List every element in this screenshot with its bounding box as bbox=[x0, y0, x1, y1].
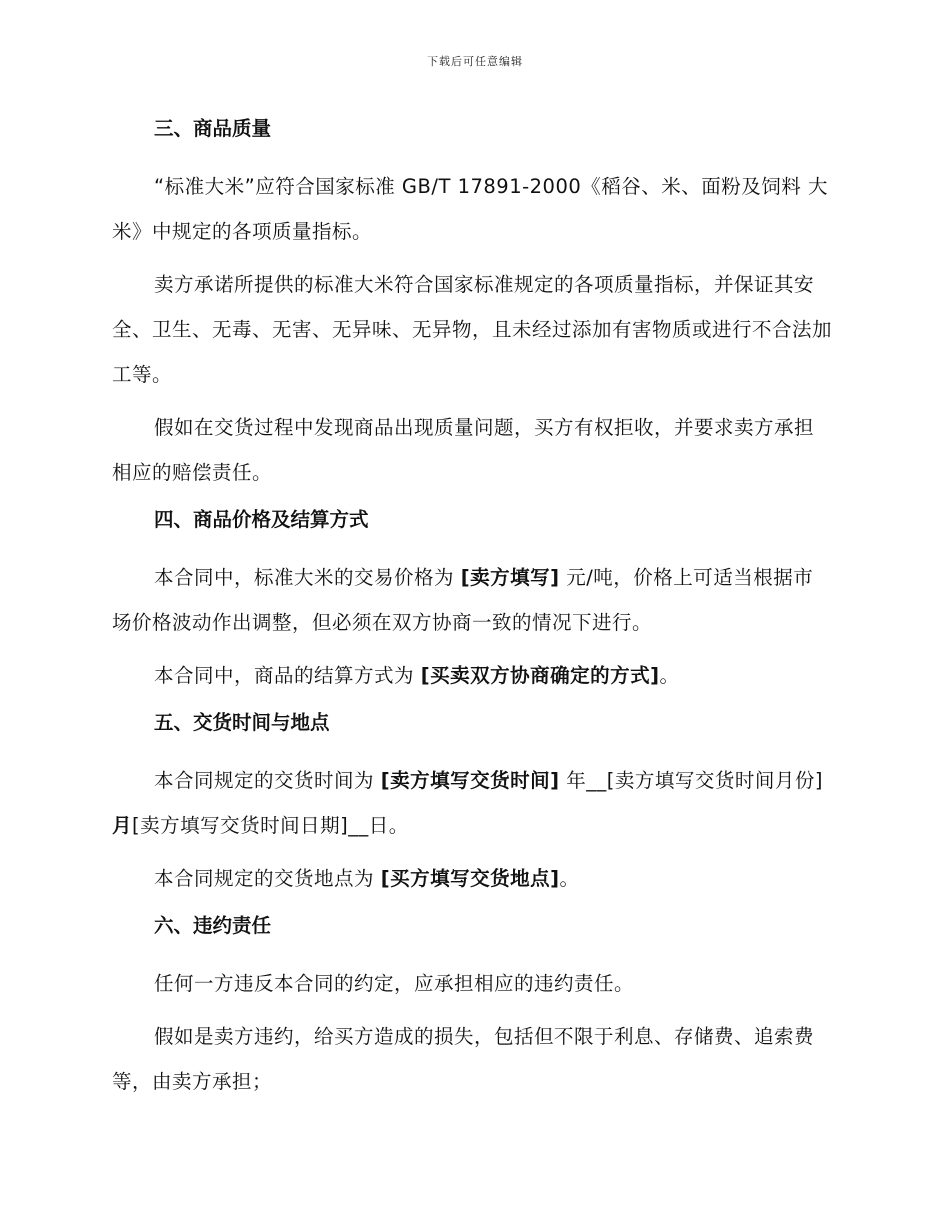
section-4-p2-text-c: 。 bbox=[659, 664, 680, 687]
month-label: 月 bbox=[112, 814, 133, 837]
price-placeholder: [卖方填写] bbox=[460, 566, 560, 589]
section-5-paragraph-2 bbox=[112, 856, 832, 901]
section-4-p1-text-c: 元/吨，价格上可适当根据市场价格波动作出调整，但必须在双方协商一致的情况下进行。 bbox=[112, 566, 814, 634]
section-5-p2-text-c: 。 bbox=[559, 867, 580, 890]
section-5-p1-text-a: 本合同规定的交货时间为 bbox=[154, 769, 381, 792]
document-body bbox=[112, 112, 832, 1112]
delivery-time-placeholder: [卖方填写交货时间] bbox=[380, 769, 560, 792]
section-3-paragraph-2: 卖方承诺所提供的标准大米符合国家标准规定的各项质量指标，并保证其安全、卫生、无毒、无害、无异味、无异物，且未经过添加有害物质或进行不合法加工等。 bbox=[112, 273, 833, 386]
section-5-title: 五、交货时间与地点 bbox=[154, 711, 330, 734]
section-4-paragraph-1 bbox=[112, 555, 832, 645]
section-5-p1-text-e: [卖方填写交货时间日期]__日。 bbox=[132, 814, 409, 837]
page-header: 下载后可任意编辑 bbox=[427, 55, 523, 68]
section-4-p2-text-a: 本合同中，商品的结算方式为 bbox=[154, 664, 421, 687]
section-3-title: 三、商品质量 bbox=[154, 117, 272, 140]
section-4-p1-text-a: 本合同中，标准大米的交易价格为 bbox=[154, 566, 461, 589]
section-4-paragraph-2 bbox=[112, 653, 832, 698]
section-6-paragraph-1: 任何一方违反本合同的约定，应承担相应的违约责任。 bbox=[154, 972, 635, 995]
section-5-paragraph-1 bbox=[112, 758, 832, 848]
section-5-p1-text-c: 年__[卖方填写交货时间月份] bbox=[559, 769, 823, 792]
settlement-method-placeholder: [买卖双方协商确定的方式] bbox=[420, 664, 660, 687]
section-5-p2-text-a: 本合同规定的交货地点为 bbox=[154, 867, 381, 890]
section-3-paragraph-1: “标准大米”应符合国家标准 GB/T 17891-2000《稻谷、米、面粉及饲料 大米》中规定的各项质量指标。 bbox=[112, 175, 828, 243]
section-3-paragraph-3: 假如在交货过程中发现商品出现质量问题，买方有权拒收，并要求卖方承担相应的赔偿责任。 bbox=[112, 416, 815, 484]
section-4-title: 四、商品价格及结算方式 bbox=[154, 508, 369, 531]
delivery-location-placeholder: [买方填写交货地点] bbox=[380, 867, 560, 890]
section-6-paragraph-2: 假如是卖方违约，给买方造成的损失，包括但不限于利息、存储费、追索费等，由卖方承担； bbox=[112, 1025, 815, 1093]
section-6-title: 六、违约责任 bbox=[154, 914, 272, 937]
